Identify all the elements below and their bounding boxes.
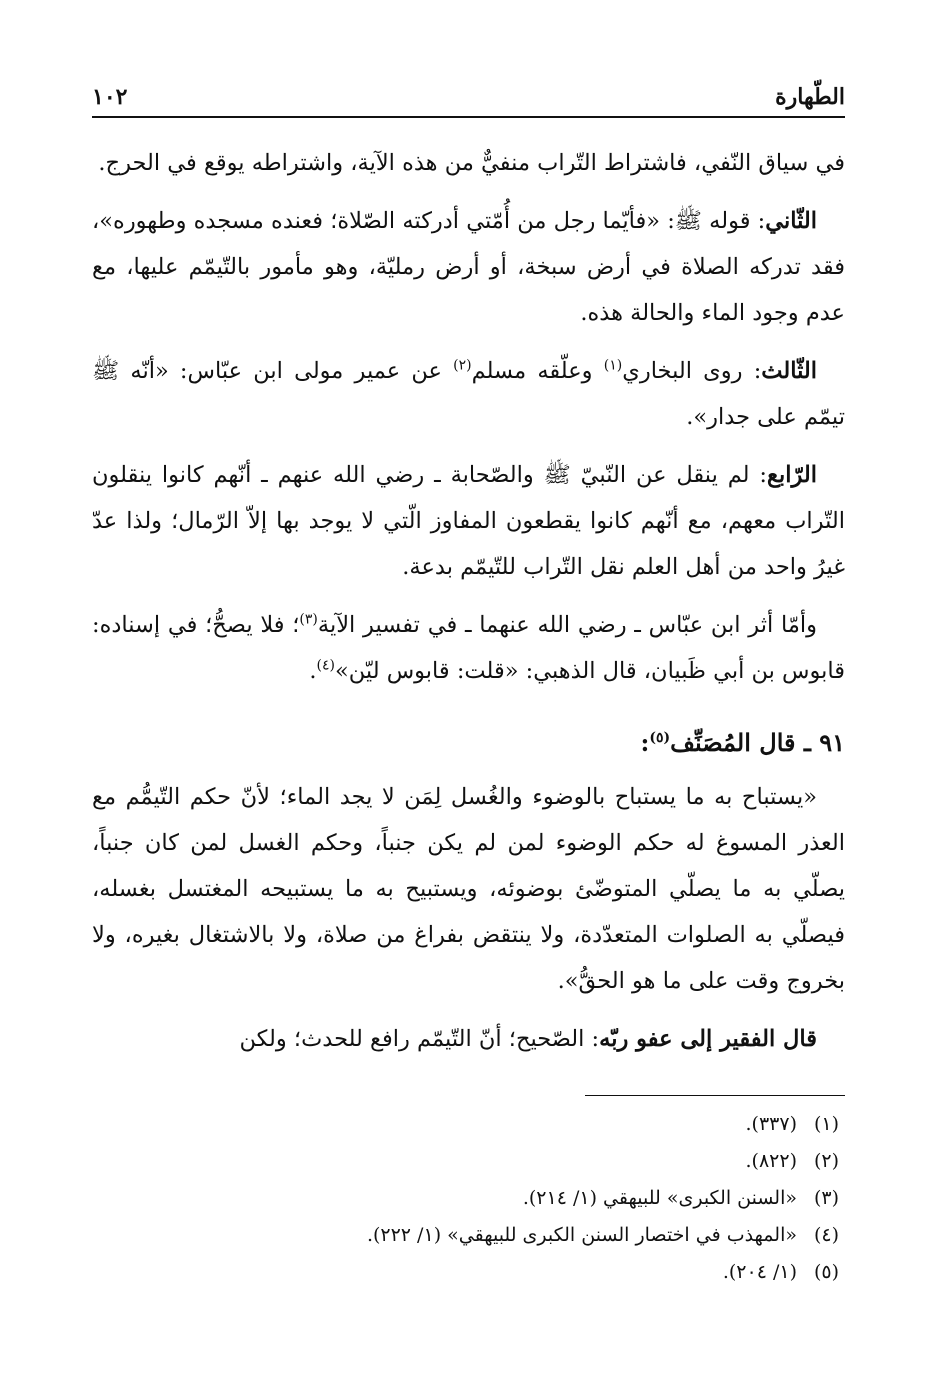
footnotes	[92, 1106, 845, 1291]
footnote-ref-5: (٥)	[649, 730, 671, 746]
paragraph-7-text: : الصّحيح؛ أنّ التّيمّم رافع للحدث؛ ولكن	[239, 1026, 600, 1052]
footnote-divider	[585, 1095, 845, 1096]
paragraph-3-text-c: عن عمير مولى ابن عبّاس: «أنّه ﷺ تيمّم على جدار».	[92, 358, 845, 430]
footnote-1	[92, 1106, 845, 1143]
paragraph-5	[92, 602, 845, 694]
paragraph-3-text-a: : روى البخاري	[622, 358, 762, 384]
section-title: الطّهارة	[775, 84, 845, 110]
footnote-4	[92, 1217, 845, 1254]
footnote-number: (٤)	[813, 1224, 839, 1246]
footnote-text: «السنن الكبرى» للبيهقي (١/ ٢١٤).	[522, 1187, 797, 1209]
paragraph-4-text: : لم ينقل عن النّبيّ ﷺ والصّحابة ـ رضي الله عنهم ـ أنّهم كانوا ينقلون التّراب معهم، مع أنّهم كانوا يقطعون المفاوز الّتي لا يوجد بها إلاّ الرّمال؛ ولذا عدّ غيرُ واحد من أهل العلم نقل التّراب للتّيمّم بدعة.	[92, 462, 845, 580]
paragraph-2-text: : قوله ﷺ: «فأيّما رجل من أُمّتي أدركته الصّلاة؛ فعنده مسجده وطهوره»، فقد تدركه الصلاة في أرض سبخة، أو أرض رمليّة، وهو مأمور بالتّيمّم عليها، مع عدم وجود الماء والحالة هذه.	[92, 208, 845, 326]
paragraph-7-label: قال الفقير إلى عفو ربّه	[599, 1026, 817, 1052]
section-heading	[92, 720, 845, 766]
paragraph-1-text: في سياق النّفي، فاشتراط التّراب منفيٌّ من هذه الآية، واشتراطه يوقع في الحرج.	[98, 150, 845, 176]
page-number: ١٠٢	[92, 84, 128, 110]
paragraph-3	[92, 348, 845, 440]
paragraph-6	[92, 774, 845, 1004]
footnote-3	[92, 1180, 845, 1217]
footnote-ref-4: (٤)	[316, 657, 336, 674]
footnote-number: (٥)	[813, 1261, 839, 1283]
footnote-5	[92, 1254, 845, 1291]
footnote-text: (٣٣٧).	[745, 1113, 797, 1135]
book-page	[92, 0, 845, 1381]
paragraph-4	[92, 452, 845, 590]
section-heading-text: ٩١ ـ قال المُصَنِّف	[670, 728, 845, 757]
footnote-ref-3: (٣)	[299, 611, 318, 628]
paragraph-5-text-c: .	[309, 658, 317, 684]
footnote-number: (٢)	[813, 1150, 839, 1172]
paragraph-3-text-b: وعلّقه مسلم	[471, 358, 604, 384]
paragraph-4-label: الرّابع	[766, 462, 817, 488]
footnote-number: (٣)	[813, 1187, 839, 1209]
main-text	[92, 140, 845, 1074]
paragraph-1	[92, 140, 845, 186]
footnote-text: (١/ ٢٠٤).	[722, 1261, 797, 1283]
footnote-number: (١)	[813, 1113, 839, 1135]
paragraph-2	[92, 198, 845, 336]
paragraph-7	[92, 1016, 845, 1062]
footnote-text: (٨٢٢).	[745, 1150, 797, 1172]
footnote-text: «المهذب في اختصار السنن الكبرى للبيهقي» (١/ ٢٢٢).	[366, 1224, 797, 1246]
paragraph-2-label: الثّاني	[765, 208, 817, 234]
section-heading-colon: :	[640, 728, 650, 757]
paragraph-6-text: «يستباح به ما يستباح بالوضوء والغُسل لِمَن لا يجد الماء؛ لأنّ حكم التّيمُّم مع العذر المسوغ له حكم الوضوء لمن لم يكن جنباً، وحكم الغسل لمن كان جنباً، يصلّي به ما يصلّي المتوضّئ بوضوئه، ويستبيح به ما يستبيحه المغتسل بغسله، فيصلّي به الصلوات المتعدّدة، ولا ينتقض بفراغ من صلاة، ولا بالاشتغال بغيره، ولا بخروج وقت على ما هو الحقُّ».	[92, 784, 845, 994]
paragraph-3-label: الثّالث	[761, 358, 817, 384]
footnote-2	[92, 1143, 845, 1180]
paragraph-5-text-a: وأمّا أثر ابن عبّاس ـ رضي الله عنهما ـ في تفسير الآية	[317, 612, 817, 638]
footnote-ref-2: (٢)	[453, 357, 472, 374]
running-header	[92, 78, 845, 118]
footnote-ref-1: (١)	[603, 357, 623, 374]
paragraph-5-text-b: ؛ فلا يصحُّ؛ في إسناده: قابوس بن أبي ظَبيان، قال الذهبي: «قلت: قابوس ليّن»	[92, 612, 845, 684]
